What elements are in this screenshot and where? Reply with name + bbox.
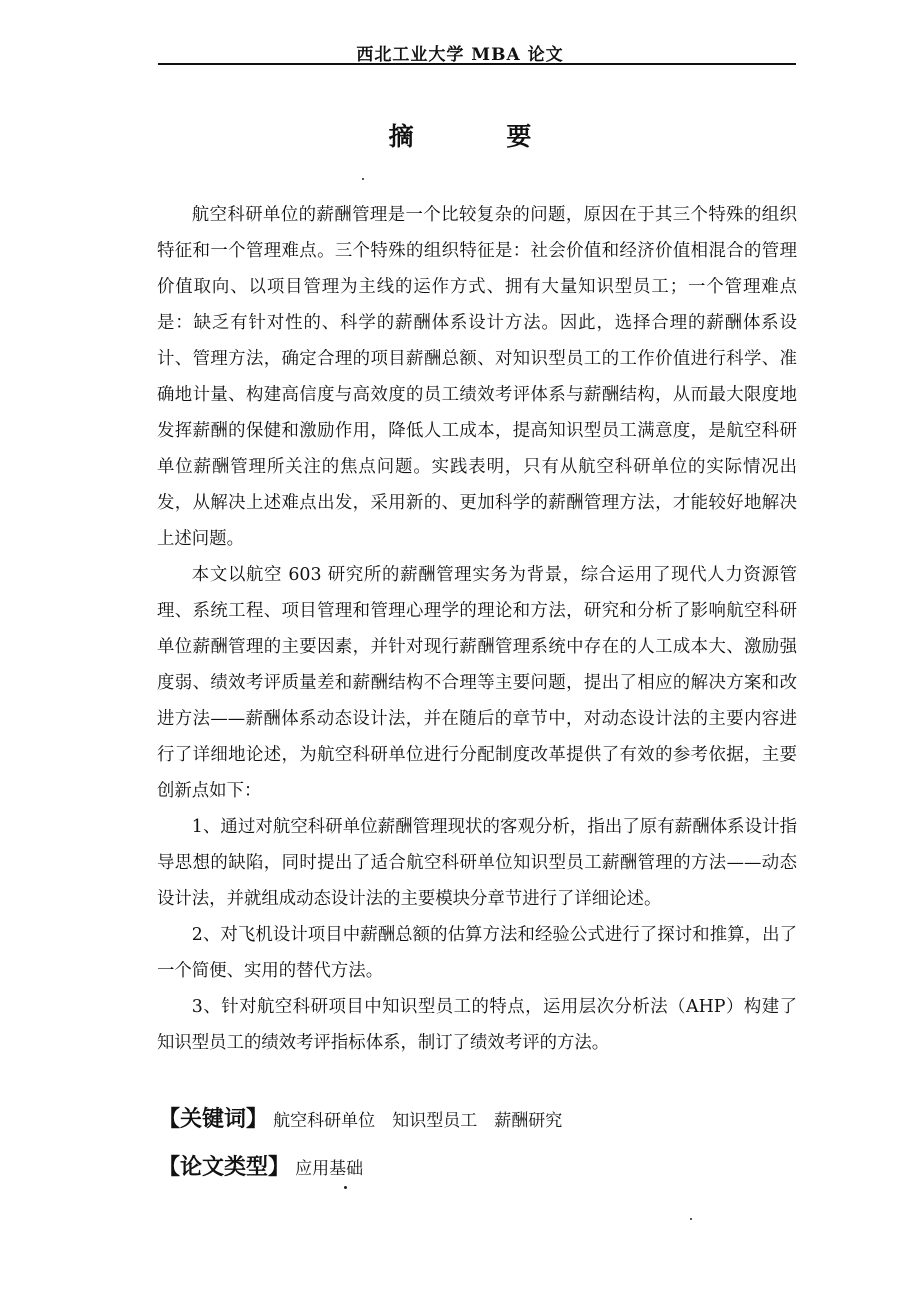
thesis-type-value: 应用基础 (295, 1159, 364, 1179)
keywords-line (158, 1102, 574, 1133)
running-header: 西北工业大学 MBA 论文 (356, 45, 564, 65)
abstract-paragraph: 航空科研单位的薪酬管理是一个比较复杂的问题，原因在于其三个特殊的组织特征和一个管理难点。三个特殊的组织特征是：社会价值和经济价值相混合的管理价值取向、以项目管理为主线的运作方式、拥有大量知识型员工；一个管理难点是：缺乏有针对性的、科学的薪酬体系设计方法。因此，选择合理的薪酬体系设计、管理方法，确定合理的项目薪酬总额、对知识型员工的工作价值进行科学、准确地计量、构建高信度与高效度的员工绩效考评体系与薪酬结构，从而最大限度地发挥薪酬的保健和激励作用，降低人工成本，提高知识型员工满意度，是航空科研单位薪酬管理所关注的焦点问题。实践表明，只有从航空科研单位的实际情况出发，从解决上述难点出发，采用新的、更加科学的薪酬管理方法，才能较好地解决上述问题。 (157, 205, 797, 549)
keyword: 知识型员工 (392, 1111, 478, 1131)
innovation-point: 1、通过对航空科研单位薪酬管理现状的客观分析，指出了原有薪酬体系设计指导思想的缺陷，同时提出了适合航空科研单位知识型员工薪酬管理的方法——动态设计法，并就组成动态设计法的主要模块分章节进行了详细论述。 (157, 817, 797, 909)
thesis-type-label: 【论文类型】 (158, 1155, 291, 1180)
scan-speck (690, 1218, 692, 1220)
keywords-label: 【关键词】 (158, 1107, 269, 1132)
scan-speck (344, 1186, 347, 1189)
innovation-point: 2、对飞机设计项目中薪酬总额的估算方法和经验公式进行了探讨和推算，出了一个简便、实用的替代方法。 (157, 925, 797, 981)
thesis-type-line (158, 1150, 363, 1181)
abstract-title: 摘 要 (388, 122, 574, 151)
abstract-paragraph: 本文以航空 603 研究所的薪酬管理实务为背景，综合运用了现代人力资源管理、系统工程、项目管理和管理心理学的理论和方法，研究和分析了影响航空科研单位薪酬管理的主要因素，并针对现行薪酬管理系统中存在的人工成本大、激励强度弱、绩效考评质量差和薪酬结构不合理等主要问题，提出了相应的解决方案和改进方法——薪酬体系动态设计法，并在随后的章节中，对动态设计法的主要内容进行了详细地论述，为航空科研单位进行分配制度改革提供了有效的参考依据，主要创新点如下： (157, 565, 797, 801)
scan-speck (362, 178, 364, 180)
header-rule (158, 63, 796, 65)
abstract-body (157, 197, 797, 1061)
keyword: 薪酬研究 (494, 1111, 563, 1131)
keyword: 航空科研单位 (273, 1111, 376, 1131)
innovation-point: 3、针对航空科研项目中知识型员工的特点，运用层次分析法（AHP）构建了知识型员工的绩效考评指标体系，制订了绩效考评的方法。 (157, 997, 797, 1053)
